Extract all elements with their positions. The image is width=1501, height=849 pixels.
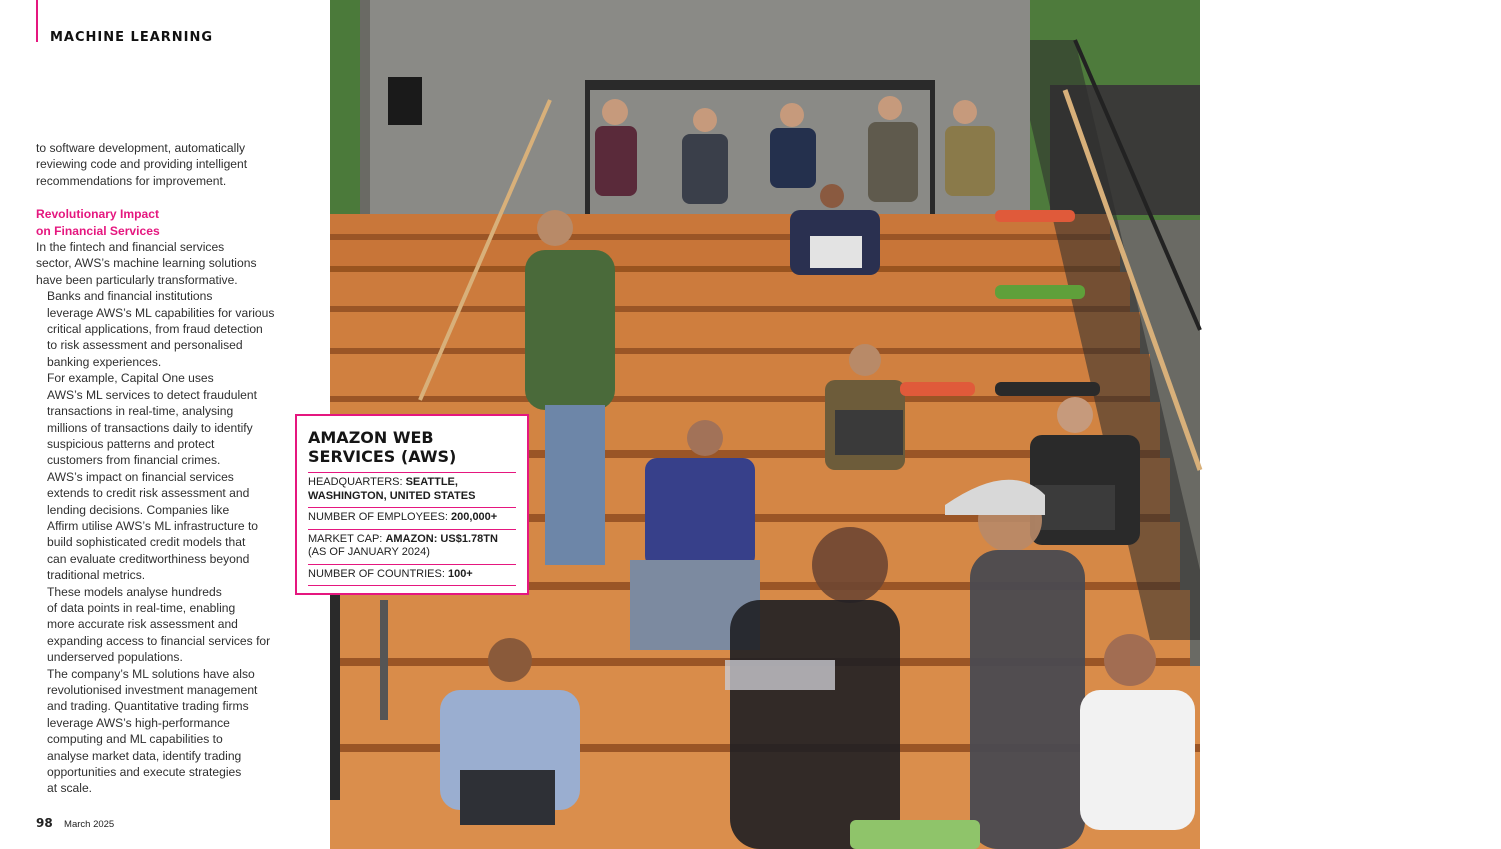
paragraph [36, 239, 276, 288]
text-line: and trading. Quantitative trading firms [47, 699, 249, 714]
fact-label: MARKET CAP: [308, 532, 386, 545]
text-line: lending decisions. Companies like [47, 502, 230, 517]
text-line: underserved populations. [47, 650, 183, 665]
fact-box-title [308, 428, 516, 473]
left-page [0, 0, 330, 849]
text-line: to risk assessment and personalised [47, 338, 243, 353]
right-page-footer [1380, 815, 1501, 829]
fact-label: NUMBER OF EMPLOYEES: [308, 511, 452, 523]
text-line: have been particularly transformative. [36, 272, 238, 287]
headquarters-row [308, 473, 516, 508]
title-line: AMAZON WEB [308, 428, 434, 447]
text-line: build sophisticated credit models that [47, 535, 246, 550]
text-line: of data points in real-time, enabling [47, 600, 236, 615]
text-line: can evaluate creditworthiness beyond [47, 551, 250, 566]
paragraph [36, 469, 276, 584]
text-line: traditional metrics. [47, 568, 146, 583]
company-fact-box [295, 414, 529, 595]
text-line: on Financial Services [36, 223, 160, 238]
text-line: suspicious patterns and protect [47, 436, 215, 451]
text-line: Revolutionary Impact [36, 207, 159, 222]
text-line: to software development, automatically [36, 141, 246, 155]
fact-value: WASHINGTON, UNITED STATES [308, 489, 476, 502]
section-label: MACHINE LEARNING [50, 30, 214, 45]
text-line: revolutionised investment management [47, 683, 258, 697]
page-number: 99 [1484, 815, 1501, 829]
text-line: at scale. [47, 781, 93, 796]
fact-value: AMAZON: US$1.78TN [385, 532, 498, 545]
text-line: customers from financial crimes. [47, 453, 221, 468]
article-subheading [36, 206, 276, 239]
employees-row [308, 508, 516, 530]
paragraph [36, 666, 276, 797]
issue-date: March 2025 [64, 819, 115, 830]
countries-row [308, 565, 516, 587]
text-line: recommendations for improvement. [36, 173, 227, 188]
title-line: SERVICES (AWS) [308, 447, 457, 466]
fact-value: 100+ [447, 567, 473, 580]
text-line: Affirm utilise AWS’s ML infrastructure to [47, 518, 259, 533]
text-line: The company’s ML solutions have also [47, 666, 255, 681]
fact-value: 200,000+ [451, 511, 498, 523]
market-cap-row [308, 530, 516, 565]
text-line: more accurate risk assessment and [47, 617, 238, 632]
section-accent-rule [36, 0, 38, 42]
paragraph [36, 140, 276, 189]
site-url: fintechmagazine.com [1380, 818, 1475, 829]
fact-label: HEADQUARTERS: [308, 476, 406, 488]
fact-value: SEATTLE, [405, 476, 458, 488]
text-line: leverage AWS’s high-performance [47, 715, 230, 730]
text-line: AWS’s ML services to detect fraudulent [47, 387, 257, 402]
text-line: For example, Capital One uses [47, 371, 214, 386]
text-line: banking experiences. [47, 354, 162, 369]
page-number: 98 [36, 816, 53, 830]
text-line: leverage AWS’s ML capabilities for various [47, 305, 275, 320]
green-wall-left [330, 0, 360, 220]
text-line: extends to credit risk assessment and [47, 486, 250, 501]
text-line: computing and ML capabilities to [47, 732, 223, 747]
fact-note: (AS OF JANUARY 2024) [308, 546, 430, 558]
text-line: transactions in real-time, analysing [47, 404, 234, 419]
paragraph [36, 584, 276, 666]
text-line: Banks and financial institutions [47, 289, 213, 304]
text-line: In the fintech and financial services [36, 240, 225, 255]
article-body [36, 140, 276, 797]
text-line: expanding access to financial services for [47, 633, 271, 648]
text-line: sector, AWS’s machine learning solutions [36, 256, 257, 271]
left-page-footer [36, 816, 114, 830]
wall-sign [388, 77, 422, 125]
text-line: AWS’s impact on financial services [47, 469, 234, 484]
text-line: millions of transactions daily to identify [47, 420, 253, 435]
text-line: opportunities and execute strategies [47, 765, 242, 780]
paragraph [36, 288, 276, 370]
paragraph [36, 370, 276, 468]
fact-label: NUMBER OF COUNTRIES: [308, 567, 448, 580]
text-line: critical applications, from fraud detection [47, 322, 263, 337]
text-line: analyse market data, identify trading [47, 748, 242, 763]
text-line: These models analyse hundreds [47, 584, 222, 599]
text-line: reviewing code and providing intelligent [36, 157, 248, 172]
